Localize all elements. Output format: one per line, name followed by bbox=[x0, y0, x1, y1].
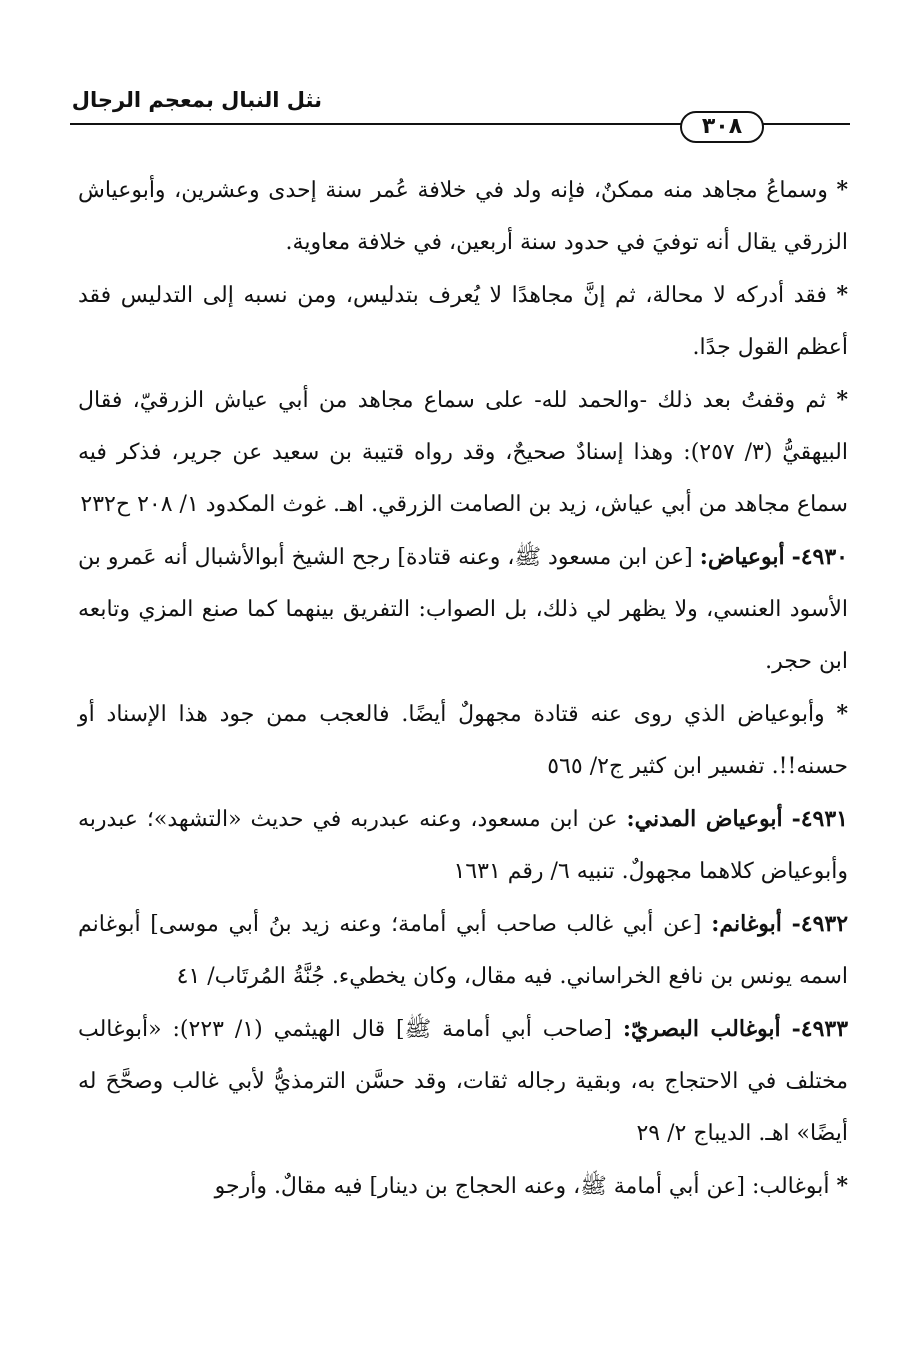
bullet-marker: * bbox=[836, 701, 848, 727]
page-number: ٣٠٨ bbox=[680, 111, 764, 143]
entry-name: أبوعياض المدني: bbox=[626, 806, 783, 832]
entry-text: [صاحب أبي أمامة ﷺ] قال الهيثمي (١/ ٢٢٣): «أبوغالب مختلف في الاحتجاج به، وبقية رجاله ثقات، وقد حسَّن الترمذيُّ لأبي غالب وصحَّحَ له أيضًا» اهـ. الديباج ٢/ ٢٩ bbox=[78, 1017, 848, 1146]
entry-text: [عن ابن مسعود ﷺ، وعنه قتادة] رجح الشيخ أبوالأشبال أنه عَمرو بن الأسود العنسي، ولا يظهر لي ذلك، بل الصواب: التفريق بينهما كما صنع المزي وتابعه ابن حجر. bbox=[78, 545, 848, 674]
entry-text: عن ابن مسعود، وعنه عبدربه في حديث «التشهد»؛ عبدربه وأبوعياض كلاهما مجهولٌ. تنبيه ٦/ رقم ١٦٣١ bbox=[78, 807, 848, 884]
page-body bbox=[78, 164, 848, 1213]
entry-name: أبوغانم: bbox=[711, 911, 782, 937]
entry-4930 bbox=[78, 531, 848, 688]
entry-4933 bbox=[78, 1003, 848, 1160]
entry-4931 bbox=[78, 793, 848, 898]
running-header-title: نثل النبال بمعجم الرجال bbox=[71, 88, 322, 112]
paragraph-3 bbox=[78, 374, 848, 531]
paragraph-text: أبوغالب: [عن أبي أمامة ﷺ، وعنه الحجاج بن دينار] فيه مقالٌ. وأرجو bbox=[214, 1174, 830, 1199]
entry-number: ٤٩٣٢- bbox=[791, 911, 849, 937]
entry-4932 bbox=[78, 898, 848, 1003]
paragraph-1 bbox=[78, 164, 848, 269]
bullet-marker: * bbox=[836, 177, 848, 203]
bullet-marker: * bbox=[836, 1173, 848, 1199]
bullet-marker: * bbox=[836, 387, 848, 413]
entry-number: ٤٩٣٠- bbox=[791, 544, 848, 570]
paragraph-text: وسماعُ مجاهد منه ممكنٌ، فإنه ولد في خلافة عُمر سنة إحدى وعشرين، وأبوعياش الزرقي يقال أنه توفيَ في حدود سنة أربعين، في خلافة معاوية. bbox=[78, 178, 848, 255]
entry-number: ٤٩٣١- bbox=[791, 806, 848, 832]
paragraph-9 bbox=[78, 1160, 848, 1213]
paragraph-text: وأبوعياض الذي روى عنه قتادة مجهولٌ أيضًا. فالعجب ممن جود هذا الإسناد أو حسنه!!. تفسير ابن كثير ج٢/ ٥٦٥ bbox=[78, 702, 848, 779]
paragraph-5 bbox=[78, 688, 848, 793]
entry-name: أبوعياض: bbox=[699, 544, 785, 570]
bullet-marker: * bbox=[836, 282, 848, 308]
paragraph-text: ثم وقفتُ بعد ذلك -والحمد لله- على سماع مجاهد من أبي عياش الزرقيّ، فقال البيهقيُّ (٣/ ٢٥٧): وهذا إسنادٌ صحيحٌ، وقد رواه قتيبة بن سعيد عن جرير، فذكر فيه سماع مجاهد من أبي عياش، زيد بن الصامت الزرقي. اهـ. غوث المكدود ١/ ٢٠٨ ح٢٣٢ bbox=[78, 388, 848, 517]
paragraph-text: فقد أدركه لا محالة، ثم إنَّ مجاهدًا لا يُعرف بتدليس، ومن نسبه إلى التدليس فقد أعظم القول جدًا. bbox=[78, 283, 848, 360]
entry-number: ٤٩٣٣- bbox=[791, 1016, 849, 1042]
paragraph-2 bbox=[78, 269, 848, 374]
entry-text: [عن أبي غالب صاحب أبي أمامة؛ وعنه زيد بنُ أبي موسى] أبوغانم اسمه يونس بن نافع الخراساني. فيه مقال، وكان يخطيء. جُنَّةُ المُرتَاب/ ٤١ bbox=[78, 912, 848, 989]
entry-name: أبوغالب البصريّ: bbox=[622, 1016, 781, 1042]
